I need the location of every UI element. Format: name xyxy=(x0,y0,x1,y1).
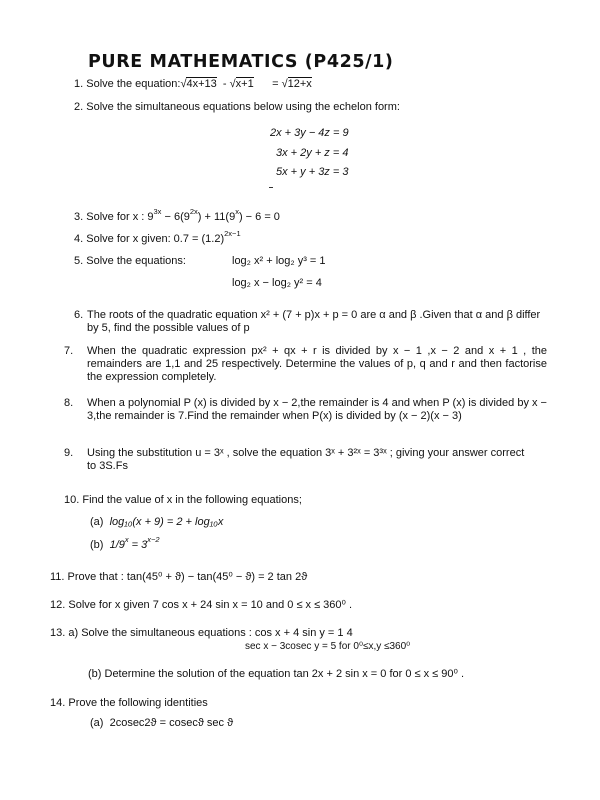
log-equation-2: log₂ x − log₂ y² = 4 xyxy=(232,277,322,289)
equals-sign: = xyxy=(272,78,279,90)
question-3 xyxy=(74,207,280,224)
question-10a xyxy=(90,516,223,529)
question-number: 7. xyxy=(64,345,74,357)
question-text: Find the value of x in the following equations; xyxy=(82,494,302,506)
question-text: Solve for x given: $0.7 = (1.2)^{2x-1}$ xyxy=(86,229,241,245)
radicand: 12+x xyxy=(287,78,312,90)
question-12 xyxy=(50,599,352,612)
question-number: 1. xyxy=(74,78,84,90)
question-5 xyxy=(74,255,186,268)
part-label: (a) xyxy=(90,717,104,729)
question-2 xyxy=(74,101,400,114)
part-text: $1/9^x = 3^{x-2}$ xyxy=(109,535,160,551)
question-1 xyxy=(74,78,312,91)
equation-3: 5x + y + 3z = 3 xyxy=(276,166,349,178)
question-6-text: The roots of the quadratic equation x² + (7 + p)x + p = 0 are α and β .Given that α and β differ by 5, find the possible values of p xyxy=(87,309,541,334)
log-equation-1: log₂ x² + log₂ y³ = 1 xyxy=(232,255,326,267)
question-number: 11. xyxy=(50,571,65,583)
question-11 xyxy=(50,571,307,584)
question-14a xyxy=(90,717,233,730)
question-text: Solve the equation: xyxy=(86,78,181,90)
part-text: log₁₀(x + 9) = 2 + log₁₀x xyxy=(109,516,224,528)
equation-1: 2x + 3y − 4z = 9 xyxy=(270,127,349,139)
question-text: a) Solve the simultaneous equations : cos x + 4 sin y = 1 4 xyxy=(68,627,353,639)
part-text: 2cosec2ϑ = cosecϑ sec ϑ xyxy=(109,717,234,729)
minus-sign: - xyxy=(222,78,227,90)
question-9-text: Using the substitution u = 3ˣ , solve the equation 3ˣ + 3²ˣ = 3³ˣ ; giving your answer correct to 3S.Fs xyxy=(87,447,525,472)
question-number: 14. xyxy=(50,697,66,709)
question-number: 12. xyxy=(50,599,66,611)
sqrt-icon: √ xyxy=(180,78,187,90)
question-number: 2. xyxy=(74,101,84,113)
page-title: PURE MATHEMATICS (P425/1) xyxy=(88,52,394,72)
question-text: Prove the following identities xyxy=(68,697,208,709)
sqrt-icon: √ xyxy=(229,78,236,90)
question-text: Solve the simultaneous equations below using the echelon form: xyxy=(86,101,400,113)
sqrt-icon: √ xyxy=(281,78,288,90)
question-13 xyxy=(50,627,353,640)
stray-dash xyxy=(269,187,273,188)
question-14 xyxy=(50,697,208,710)
question-text: Solve for x : $9^{3x} - 6(9^{2x}) + 11(9^x) - 6 = 0$ xyxy=(86,207,280,223)
question-8-text: When a polynomial P (x) is divided by x − 2,the remainder is 4 and when P (x) is divided by x − 3,the remainder is 7.Find the remainder when P(x) is divided by (x − 2)(x − 3) xyxy=(87,397,547,422)
question-4 xyxy=(74,229,241,246)
question-7-text: When the quadratic expression px² + qx + r is divided by x − 1 ,x − 2 and x + 1 , the remainders are 1,1 and 25 respectively. Determine the values of p, q and r and then factorise the expression completely. xyxy=(87,345,547,383)
question-number: 10. xyxy=(64,494,80,506)
part-label: (b) xyxy=(90,539,104,551)
question-text: Solve the equations: xyxy=(86,255,186,267)
question-10 xyxy=(64,494,302,507)
question-text: Solve for x given 7 cos x + 24 sin x = 10 and 0 ≤ x ≤ 360⁰ . xyxy=(68,599,353,611)
radicand: x+1 xyxy=(235,78,254,90)
part-label: (a) xyxy=(90,516,104,528)
question-13-line-2: sec x − 3cosec y = 5 for 0⁰≤x,y ≤360⁰ xyxy=(245,641,411,652)
equation-2: 3x + 2y + z = 4 xyxy=(276,147,349,159)
radicand: 4x+13 xyxy=(186,78,217,90)
question-number: 3. xyxy=(74,211,84,223)
question-number: 5. xyxy=(74,255,84,267)
question-text: Prove that : tan(45⁰ + ϑ) − tan(45⁰ − ϑ) = 2 tan 2ϑ xyxy=(67,571,308,583)
question-number: 8. xyxy=(64,397,74,409)
question-10b xyxy=(90,535,160,552)
question-13b-text: (b) Determine the solution of the equation tan 2x + 2 sin x = 0 for 0 ≤ x ≤ 90⁰ . xyxy=(88,668,465,680)
question-number: 6. xyxy=(74,309,84,321)
question-number: 13. xyxy=(50,627,66,639)
question-number: 4. xyxy=(74,233,84,245)
question-number: 9. xyxy=(64,447,74,459)
